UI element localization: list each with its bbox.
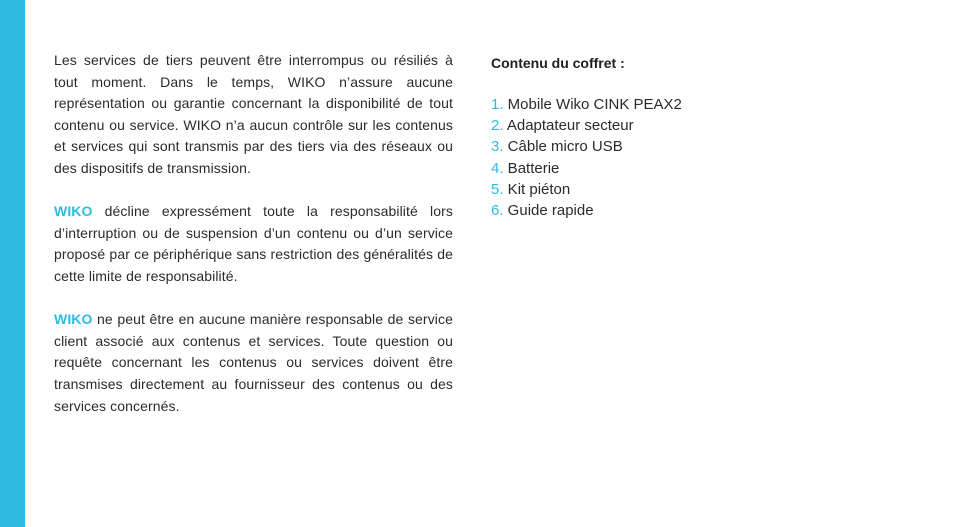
- item-number: 4.: [491, 159, 504, 177]
- item-number: 2.: [491, 117, 504, 135]
- item-label: Batterie: [503, 159, 560, 177]
- box-contents-list: [491, 94, 891, 221]
- brand-name: WIKO: [54, 311, 93, 328]
- side-accent-bar: [0, 0, 25, 527]
- box-contents-column: [491, 52, 891, 221]
- item-number: 6.: [491, 202, 504, 220]
- list-item: [491, 136, 891, 157]
- list-item: [491, 94, 891, 115]
- paragraph-text: décline expressément toute la responsabilité lors d’interruption ou de suspension d’un contenu ou d’un service proposé par ce périphérique sans restriction des généralités de cette limite de responsabilité.: [54, 203, 453, 284]
- list-item: [491, 179, 891, 200]
- item-number: 3.: [491, 138, 504, 156]
- customer-service-paragraph: [54, 309, 453, 417]
- list-item: [491, 158, 891, 179]
- item-label: Mobile Wiko CINK PEAX2: [503, 96, 682, 113]
- terms-column: [54, 50, 453, 439]
- brand-name: WIKO: [54, 203, 93, 220]
- item-number: 1.: [491, 96, 504, 113]
- item-label: Kit piéton: [503, 180, 571, 198]
- item-label: Câble micro USB: [503, 138, 623, 156]
- item-number: 5.: [491, 180, 504, 198]
- item-label: Adaptateur secteur: [503, 117, 634, 135]
- box-contents-title: Contenu du coffret :: [491, 55, 625, 71]
- liability-disclaimer-paragraph: [54, 201, 453, 287]
- item-label: Guide rapide: [503, 202, 594, 220]
- third-party-services-paragraph: Les services de tiers peuvent être interrompus ou résiliés à tout moment. Dans le temps, WIKO n’assure aucune représentation ou garantie concernant la disponibilité de tout contenu ou service. WIKO n’a aucun contrôle sur les contenus et services qui sont transmis par des tiers via des réseaux ou des dispositifs de transmission.: [54, 52, 453, 176]
- list-item: [491, 115, 891, 136]
- list-item: [491, 200, 891, 221]
- paragraph-text: ne peut être en aucune manière responsable de service client associé aux contenus et services. Toute question ou requête concernant les contenus ou services doivent être transmises directement au fournisseur des contenus ou des services concernés.: [54, 311, 453, 414]
